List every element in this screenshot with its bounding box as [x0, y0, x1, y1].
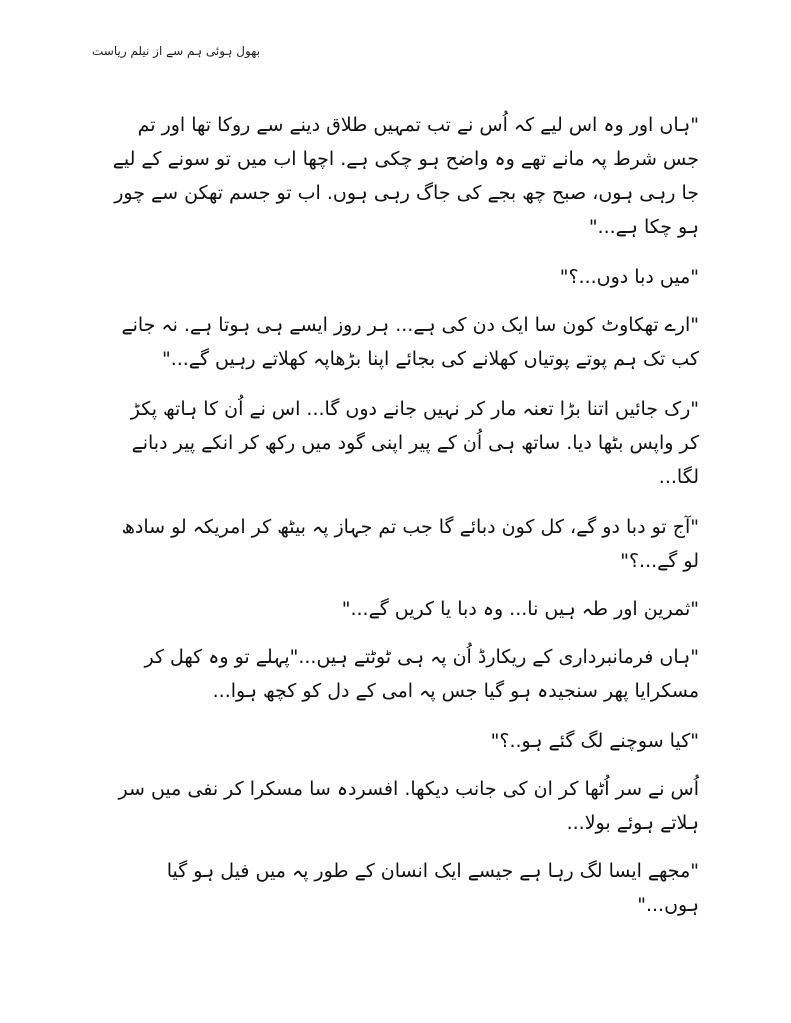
paragraph: "ہاں فرمانبرداری کے ریکارڈ اُن پہ ہی ٹوٹتے ہیں..."پہلے تو وہ کھل کر مسکرایا پھر سنجیدہ ہو گیا جس پہ امی کے دل کو کچھ ہوا... — [144, 646, 699, 702]
paragraph: "مجھے ایسا لگ رہا ہے جیسے ایک انسان کے طور پہ میں فیل ہو گیا ہوں..." — [166, 860, 699, 916]
running-header: بھول ہوئی ہم سے از نیلم ریاست — [92, 44, 261, 58]
paragraph: "ثمرین اور طہ ہیں نا... وہ دبا یا کریں گے..." — [341, 598, 699, 620]
paragraph: "کیا سوچنے لگ گئے ہو..؟" — [490, 730, 699, 752]
paragraph: اُس نے سر اُٹھا کر ان کی جانب دیکھا. افسردہ سا مسکرا کر نفی میں سر ہلاتے ہوئے بولا... — [118, 778, 699, 834]
paragraph: "رک جائیں اتنا بڑا تعنہ مار کر نہیں جانے دوں گا... اس نے اُن کا ہاتھ پکڑ کر واپس بٹھا دیا. ساتھ ہی اُن کے پیر اپنی گود میں رکھ کر انکے پیر دبانے لگا... — [130, 398, 699, 488]
paragraph: "میں دبا دوں...؟" — [559, 266, 699, 288]
story-text — [108, 108, 699, 938]
paragraph: "ہاں اور وہ اس لیے کہ اُس نے تب تمہیں طلاق دینے سے روکا تھا اور تم جس شرط پہ مانے تھے وہ واضح ہو چکی ہے. اچھا اب میں تو سونے کے لیے جا رہی ہوں، صبح چھ بجے کی جاگ رہی ہوں. اب تو جسم تھکن سے چور ہو چکا ہے..." — [112, 114, 699, 238]
paragraph: "ارے تھکاوٹ کون سا ایک دن کی ہے... ہر روز ایسے ہی ہوتا ہے. نہ جانے کب تک ہم پوتے پوتیاں کھلانے کی بجائے اپنا بڑھاپہ کھلاتے رہیں گے..." — [121, 314, 699, 370]
paragraph: "آج تو دبا دو گے، کل کون دبائے گا جب تم جہاز پہ بیٹھ کر امریکہ لو سادھ لو گے...؟" — [121, 516, 699, 572]
